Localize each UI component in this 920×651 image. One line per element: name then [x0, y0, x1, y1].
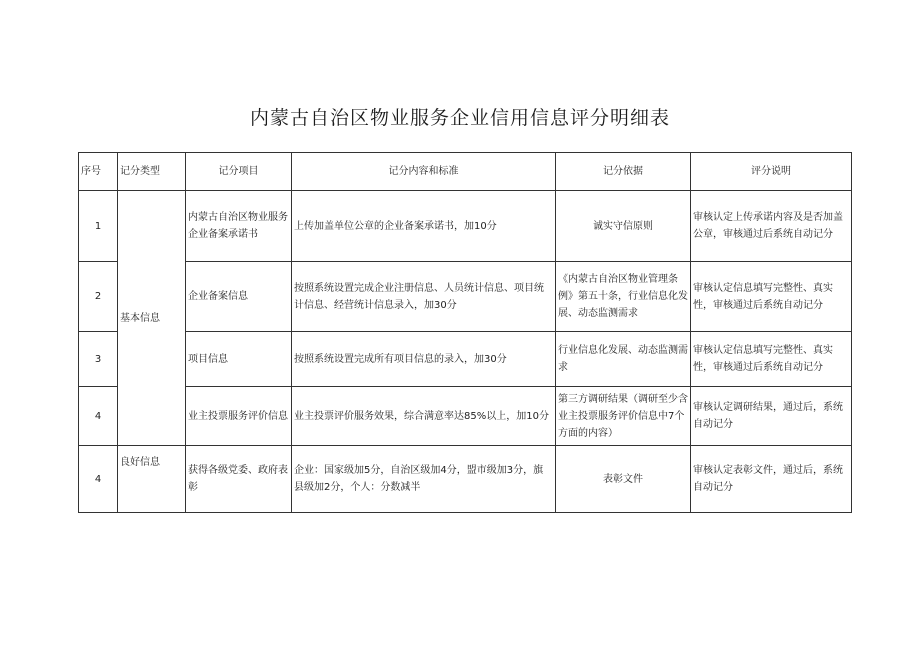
row-item: 内蒙古自治区物业服务企业备案承诺书	[186, 191, 292, 262]
row-no: 4	[79, 387, 118, 446]
group-basic-info: 基本信息	[118, 191, 186, 446]
header-basis: 记分依据	[556, 153, 691, 191]
row-content: 按照系统设置完成所有项目信息的录入，加30分	[292, 332, 556, 387]
row-item: 企业备案信息	[186, 262, 292, 332]
table-row	[79, 332, 852, 387]
table-row	[79, 446, 852, 513]
row-basis: 《内蒙古自治区物业管理条例》第五十条，行业信息化发展、动态监测需求	[556, 262, 691, 332]
row-content: 业主投票评价服务效果，综合满意率达85%以上，加10分	[292, 387, 556, 446]
row-note: 审核认定信息填写完整性、真实性，审核通过后系统自动记分	[691, 262, 852, 332]
group-good-info: 良好信息	[118, 446, 186, 513]
header-item: 记分项目	[186, 153, 292, 191]
row-note: 审核认定表彰文件，通过后，系统自动记分	[691, 446, 852, 513]
row-basis: 第三方调研结果（调研至少含业主投票服务评价信息中7个方面的内容）	[556, 387, 691, 446]
row-item: 业主投票服务评价信息	[186, 387, 292, 446]
row-basis: 诚实守信原则	[556, 191, 691, 262]
row-note: 审核认定调研结果，通过后，系统自动记分	[691, 387, 852, 446]
row-item: 项目信息	[186, 332, 292, 387]
row-no: 1	[79, 191, 118, 262]
page-title: 内蒙古自治区物业服务企业信用信息评分明细表	[249, 107, 670, 129]
row-no: 3	[79, 332, 118, 387]
row-item: 获得各级党委、政府表彰	[186, 446, 292, 513]
row-content: 上传加盖单位公章的企业备案承诺书，加10分	[292, 191, 556, 262]
row-no: 4	[79, 446, 118, 513]
row-basis: 行业信息化发展、动态监测需求	[556, 332, 691, 387]
table-row	[79, 191, 852, 262]
header-note: 评分说明	[691, 153, 852, 191]
header-content: 记分内容和标准	[292, 153, 556, 191]
header-type: 记分类型	[118, 153, 186, 191]
table-header-row	[79, 153, 852, 191]
table-row	[79, 387, 852, 446]
row-no: 2	[79, 262, 118, 332]
row-note: 审核认定信息填写完整性、真实性，审核通过后系统自动记分	[691, 332, 852, 387]
header-no: 序号	[79, 153, 118, 191]
row-content: 按照系统设置完成企业注册信息、人员统计信息、项目统计信息、经营统计信息录入，加30分	[292, 262, 556, 332]
table-row	[79, 262, 852, 332]
row-note: 审核认定上传承诺内容及是否加盖公章，审核通过后系统自动记分	[691, 191, 852, 262]
score-table	[78, 152, 852, 513]
row-content: 企业：国家级加5分，自治区级加4分，盟市级加3分，旗县级加2分，个人：分数减半	[292, 446, 556, 513]
row-basis: 表彰文件	[556, 446, 691, 513]
